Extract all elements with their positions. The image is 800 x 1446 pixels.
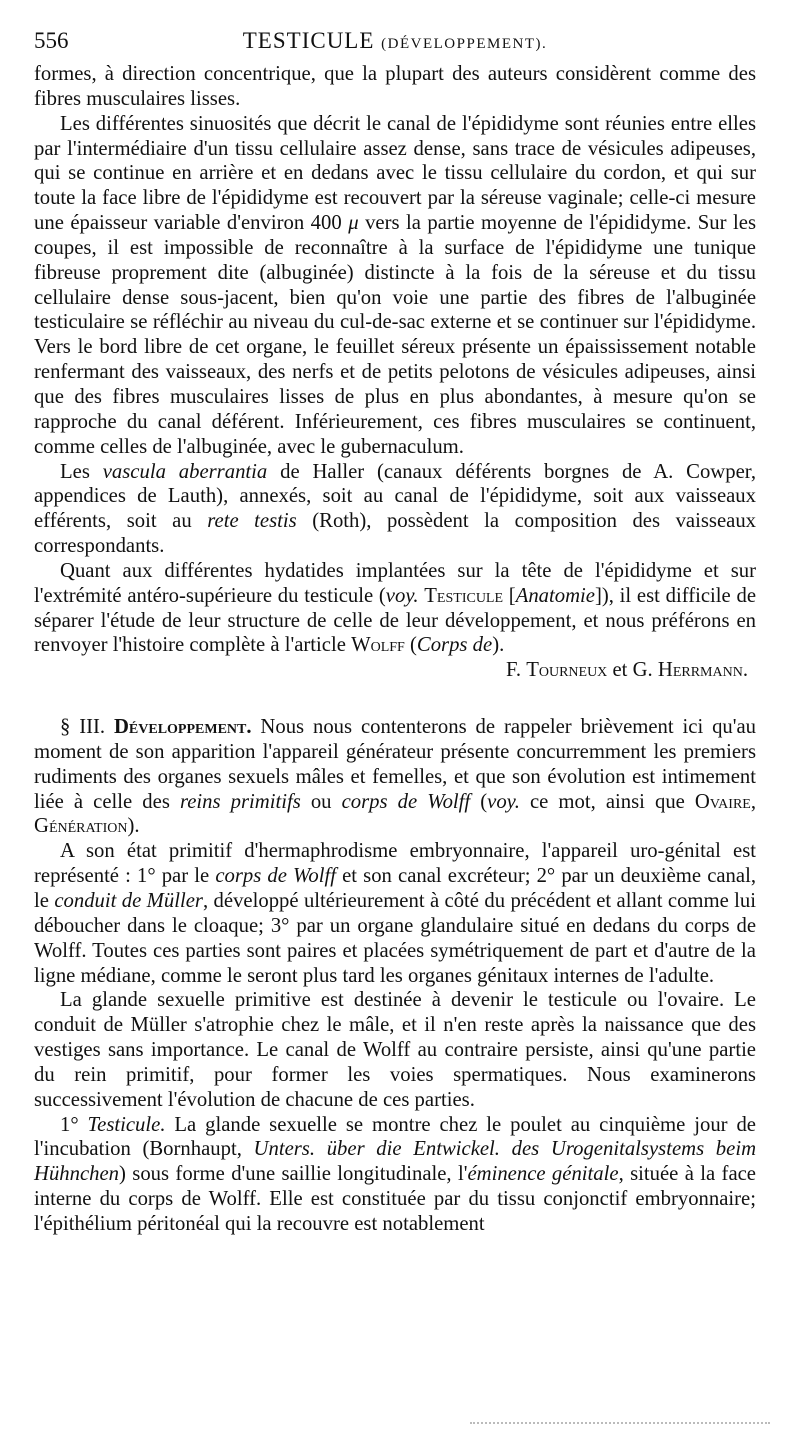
text-run: , développé ultérieurement à côté du précédent et allant comme lui déboucher dans le cloaque; 3° par un organe glandulaire situé en dedans du corps de Wolff. Toutes ces parties sont paires et placées symétriquement de part et d'autre de la ligne médiane, comme le seront plus tard les organes génitaux internes de l'adulte. [34, 890, 757, 987]
paragraph-continuation [34, 62, 756, 112]
italic-term: voy. [385, 584, 419, 607]
text-run: (Roth), possèdent la composition des vaisseaux correspondants. [34, 510, 757, 558]
paragraph-hydatides [34, 559, 756, 658]
italic-term: corps de Wolff [341, 790, 471, 813]
italic-term: Anatomie [515, 584, 595, 607]
italic-term: corps de Wolff [215, 865, 336, 888]
italic-term: Testicule. [87, 1113, 166, 1136]
paragraph-etat-primitif [34, 839, 756, 988]
small-caps-reference: Génération [34, 815, 128, 838]
italic-term: reins primitifs [179, 790, 301, 813]
text-run: 1° [60, 1113, 88, 1136]
text-run: vers la partie moyenne de l'épididyme. Sur les coupes, il est impossible de reconnaître à la surface de l'épididyme une tunique fibreuse proprement dite (albuginée) distincte à la fois de la séreuse et du tissu cellulaire dense sous-jacent, bien qu'on voie une partie des fibres de l'albuginée testiculaire se réfléchir au niveau du cul-de-sac externe et se continuer sur l'épididyme. Vers le bord libre de cet organe, le feuillet séreux présente un épaississement notable renfermant des vaisseaux, des nerfs et de petits pelotons de vésicules adipeuses, ainsi que des fibres musculaires lisses de plus en plus abondantes, à mesure qu'on se rapproche du canal déférent. Inférieurement, ces fibres musculaires se continuent, comme celles de l'albuginée, avec le gubernaculum. [34, 212, 756, 458]
text-run: et son canal excréteur; 2° par un deuxième canal, le [34, 865, 757, 912]
text-run: ou [300, 790, 342, 813]
text-run: Les [60, 460, 103, 483]
italic-term: conduit de Müller [54, 890, 203, 912]
text-run: ]), il est difficile de séparer l'étude de leur structure de celle de leur développement, et nous préférons en renvoyer l'histoire complète à l'article [34, 584, 757, 657]
section-heading-paragraph [34, 715, 756, 839]
text-run: Quant aux différentes hydatides implantées sur la tête de l'épididyme et sur l'extrémité antéro-supérieure du testicule ( [34, 559, 756, 607]
text-run: [ [503, 584, 516, 607]
italic-term: voy. [487, 790, 520, 813]
micron-symbol: μ [348, 212, 359, 235]
bleed-through-artifact [470, 1422, 770, 1428]
author-signature [34, 658, 756, 683]
text-run: et G. [607, 659, 658, 682]
text-run: , [750, 790, 757, 813]
text-run: ). [127, 815, 140, 838]
small-caps-reference: Wolff [351, 634, 405, 657]
running-title-sub: (DÉVELOPPEMENT). [381, 36, 548, 52]
section-mark: § III. [60, 716, 106, 739]
paragraph-epididyme-tissu [34, 112, 756, 460]
text-run: , située à la face interne du corps de Wolff. Elle est constituée par du tissu conjonctif embryonnaire; l'épithélium péritonéal qui la recouvre est notablement [34, 1163, 756, 1235]
page-number: 556 [34, 28, 69, 53]
text-run: Nous nous contenterons de rappeler brièvement ici qu'au moment de son apparition l'appareil générateur présente concurremment les premiers rudiments des organes sexuels mâles et femelles, et que son évolution est intimement liée à celle des [34, 716, 757, 813]
page-body [34, 62, 756, 1237]
paragraph-vascula-aberrantia [34, 460, 756, 559]
text-run: . [742, 659, 748, 682]
running-header [34, 20, 756, 54]
running-title [34, 28, 756, 54]
paragraph-text: La glande sexuelle primitive est destinée à devenir le testicule ou l'ovaire. Le conduit de Müller s'atrophie chez le mâle, et il n'en reste après la naissance que des vestiges sans importance. Le canal de Wolff au contraire persiste, ainsi qu'une partie du rein primitif, pour former les voies spermatiques. Nous examinerons successivement l'évolution de chacune de ces parties. [34, 989, 756, 1111]
italic-term: éminence génitale [467, 1163, 619, 1186]
text-run: La glande sexuelle se montre chez le poulet au cinquième jour de l'incubation (Bornhaupt, [34, 1113, 756, 1161]
text-run: ) sous forme d'une saillie longitudinale, l' [119, 1163, 468, 1186]
italic-term: rete testis [207, 510, 297, 533]
text-run: ce mot, ainsi que [519, 790, 695, 813]
paragraph-glande-sexuelle [34, 988, 756, 1112]
paragraph-text: formes, à direction concentrique, que la plupart des auteurs considèrent comme des fibres musculaires lisses. [34, 63, 756, 110]
italic-term: Corps de [416, 634, 493, 657]
section-spacer [34, 683, 756, 715]
italic-term: vascula aberrantia [102, 460, 268, 483]
author-name: Herrmann [657, 659, 743, 682]
text-run: ( [404, 634, 417, 657]
text-run: ). [492, 634, 505, 657]
author-name: Tourneux [526, 659, 608, 682]
text-run: A son état primitif d'hermaphrodisme embryonnaire, l'appareil uro-génital est représenté : 1° par le [34, 840, 756, 888]
italic-term: Unters. über die Entwickel. des Urogenitalsystems beim Hühnchen [34, 1138, 757, 1186]
running-title-main: TESTICULE [242, 28, 375, 53]
section-title: Développement. [113, 716, 252, 739]
text-run: ( [470, 790, 488, 813]
small-caps-reference: Testicule [424, 584, 504, 607]
small-caps-reference: Ovaire [694, 790, 751, 813]
text-run: de Haller (canaux déférents borgnes de A. Cowper, appendices de Lauth), annexés, soit au canal de l'épididyme, soit aux vaisseaux efférents, soit au [34, 460, 756, 533]
text-run: Les différentes sinuosités que décrit le canal de l'épididyme sont réunies entre elles par l'intermédiaire d'un tissu cellulaire assez dense, sans trace de vésicules adipeuses, qui se continue en arrière et en dedans avec le tissu cellulaire du cordon, et qui sur toute la face libre de l'épididyme est recouvert par la séreuse vaginale; celle-ci mesure une épaisseur variable d'environ 400 [34, 112, 756, 235]
text-run: F. [506, 659, 527, 682]
paragraph-testicule [34, 1113, 756, 1237]
